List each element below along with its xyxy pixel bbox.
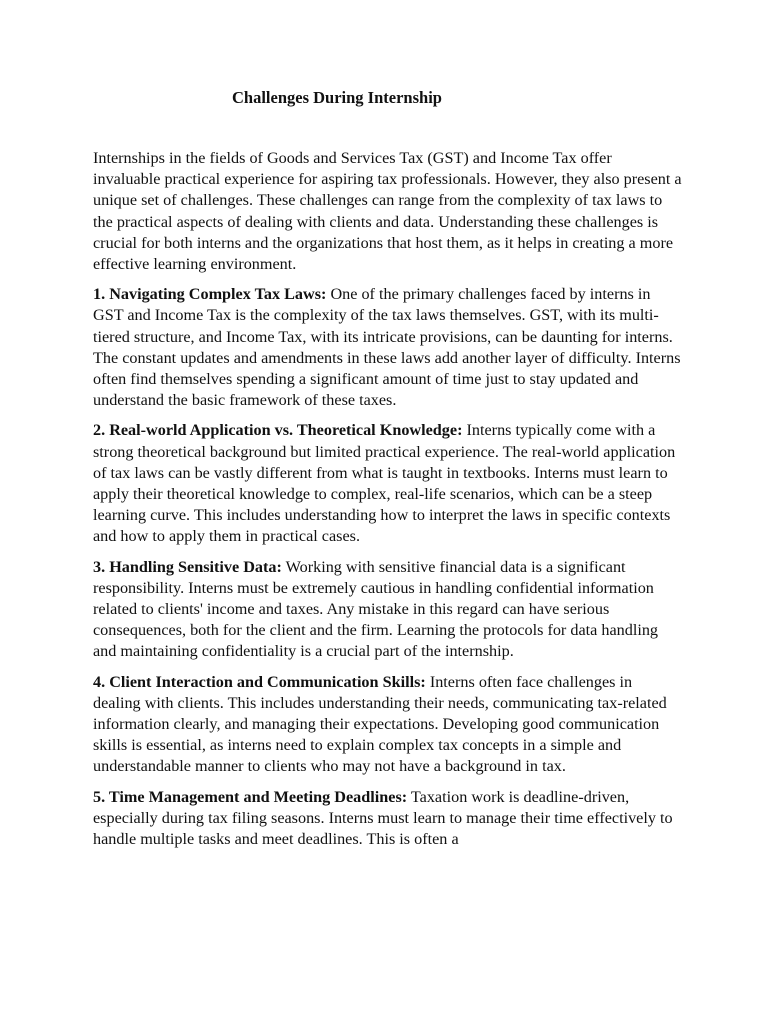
section-text: Working with sensitive financial data is a significant responsibility. Interns must be extremely cautious in handling confidential information related to clients' income and taxes. Any mistake in this regard can have serious consequences, both for the client and the firm. Learning the protocols for data handling and maintaining confidentiality is a crucial part of the internship. xyxy=(93,557,659,661)
page-title: Challenges During Internship xyxy=(232,88,442,107)
section-text: One of the primary challenges faced by interns in GST and Income Tax is the complexity of the tax laws themselves. GST, with its multi-tiered structure, and Income Tax, with its intricate provisions, can be daunting for interns. The constant updates and amendments in these laws add another layer of difficulty. Interns often find themselves spending a significant amount of time just to stay updated and understand the basic framework of these taxes. xyxy=(93,285,681,410)
section-heading: 4. Client Interaction and Communication Skills: xyxy=(93,672,426,691)
section-paragraph xyxy=(93,284,683,411)
section-paragraph xyxy=(93,787,683,851)
section-text: Interns typically come with a strong theoretical background but limited practical experience. The real-world application of tax laws can be vastly different from what is taught in textbooks. Interns must learn to apply their theoretical knowledge to complex, real-life scenarios, which can be a steep learning curve. This includes understanding how to interpret the laws in specific contexts and how to apply them in practical cases. xyxy=(93,421,676,546)
section-text: Taxation work is deadline-driven, especially during tax filing seasons. Interns must learn to manage their time effectively to handle multiple tasks and meet deadlines. This is often a xyxy=(93,787,673,849)
section-heading: 5. Time Management and Meeting Deadlines: xyxy=(93,787,408,806)
section-heading: 1. Navigating Complex Tax Laws: xyxy=(93,285,327,304)
section-paragraph xyxy=(93,420,683,547)
section-heading: 2. Real-world Application vs. Theoretical Knowledge: xyxy=(93,421,463,440)
section-text: Interns often face challenges in dealing with clients. This includes understanding their needs, communicating tax-related information clearly, and managing their expectations. Developing good communication skills is essential, as interns need to explain complex tax concepts in a simple and understandable manner to clients who may not have a background in tax. xyxy=(93,672,667,776)
intro-paragraph: Internships in the fields of Goods and Services Tax (GST) and Income Tax offer invaluable practical experience for aspiring tax professionals. However, they also present a unique set of challenges. These challenges can range from the complexity of tax laws to the practical aspects of dealing with clients and data. Understanding these challenges is crucial for both interns and the organizations that host them, as it helps in creating a more effective learning environment. xyxy=(93,149,682,274)
section-paragraph xyxy=(93,672,683,778)
section-heading: 3. Handling Sensitive Data: xyxy=(93,557,282,576)
section-paragraph xyxy=(93,557,683,663)
document-body xyxy=(93,148,683,859)
